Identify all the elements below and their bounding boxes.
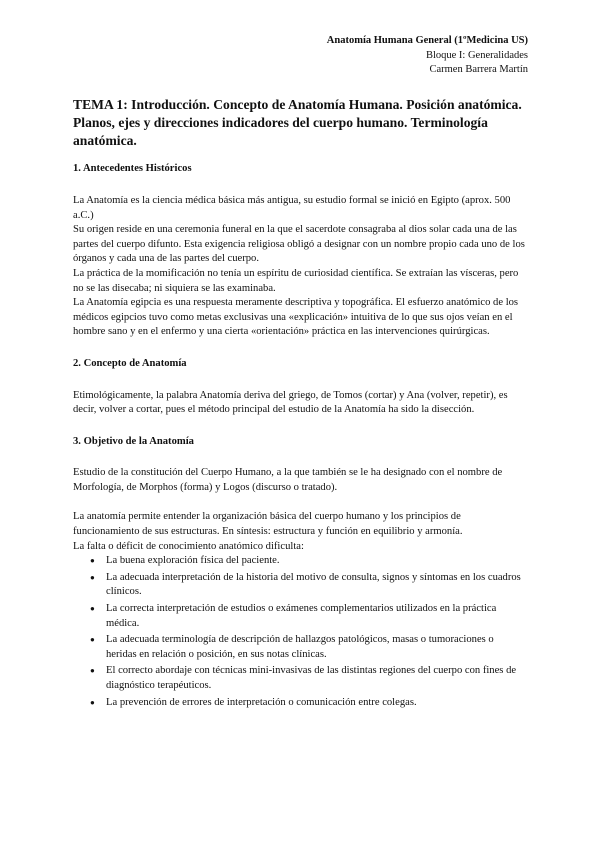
paragraph: Su origen reside en una ceremonia funeral en la que el sacerdote consagraba al dios solar cada una de las partes del cuerpo difunto. Esta exigencia religiosa obligó a designar con un nombre propio cada uno de los órganos y cada una de las partes del cuerpo. — [73, 224, 525, 265]
page-header — [327, 34, 528, 78]
list-item — [73, 696, 525, 711]
paragraph: La práctica de la momificación no tenía un espíritu de curiosidad científica. Se extraían las vísceras, pero no se las disecaba; ni siquiera se las examinaba. — [73, 267, 519, 294]
header-course: Anatomía Humana General (1ºMedicina US) — [326, 35, 528, 46]
list-item-text: El correcto abordaje con técnicas mini-invasivas de las distintas regiones del cuerpo con fines de diagnóstico terapéuticos. — [106, 665, 517, 692]
paragraph: Estudio de la constitución del Cuerpo Humano, a la que también se le ha designado con el nombre de Morfología, de Morphos (forma) y Logos (discurso o tratado). — [73, 467, 503, 493]
paragraph: Etimológicamente, la palabra Anatomía deriva del griego, de Tomos (cortar) y Ana (volver, repetir), es decir, volver a cortar, pues el método principal del estudio de la Anatomía ha sido la disección. — [73, 389, 508, 416]
bullet-icon: ● — [90, 666, 95, 676]
paragraph: La Anatomía es la ciencia médica básica más antigua, su estudio formal se inició en Egipto (aprox. 500 a.C.) — [73, 194, 511, 221]
page-title: TEMA 1: Introducción. Concepto de Anatomía Humana. Posición anatómica. Planos, ejes y direcciones indicadores del cuerpo humano. Terminología anatómica. — [73, 97, 522, 148]
list-item — [73, 554, 525, 569]
list-item-text: La adecuada interpretación de la historia del motivo de consulta, signos y síntomas en los cuadros clínicos. — [106, 571, 521, 598]
list-item — [73, 602, 525, 631]
section-heading-3: 3. Objetivo de la Anatomía — [73, 435, 194, 447]
list-item — [73, 571, 525, 600]
section-heading-2: 2. Concepto de Anatomía — [73, 357, 187, 369]
list-item-text: La adecuada terminología de descripción de hallazgos patológicos, masas o tumoraciones o heridas en relación o posición, en sus notas clínicas. — [106, 634, 494, 660]
bullet-list — [73, 554, 525, 710]
bullet-icon: ● — [90, 604, 95, 614]
list-item — [73, 664, 525, 693]
list-item-text: La buena exploración física del paciente. — [106, 555, 280, 567]
bullet-icon: ● — [90, 556, 95, 566]
bullet-icon: ● — [90, 697, 95, 707]
list-item — [73, 633, 525, 662]
list-item-text: La correcta interpretación de estudios o exámenes complementarios utilizados en la práctica médica. — [106, 603, 497, 629]
header-author: Carmen Barrera Martín — [429, 64, 528, 75]
paragraph: La Anatomía egipcia es una respuesta meramente descriptiva y topográfica. El esfuerzo anatómico de los médicos egipcios tuvo como metas exclusivas una «explicación» intuitiva de lo que sus ojos veían en el hombre sano y en el enfermo y una cierta «orientación» práctica en las intervenciones quirúrgicas. — [73, 297, 519, 338]
header-block: Bloque I: Generalidades — [425, 49, 528, 61]
bullet-icon: ● — [90, 572, 95, 582]
paragraph: La anatomía permite entender la organización básica del cuerpo humano y los principios de funcionamiento de sus estructuras. En síntesis: estructura y función en equilibrio y armonía. — [73, 511, 463, 538]
list-item-text: La prevención de errores de interpretación o comunicación entre colegas. — [106, 696, 417, 708]
paragraph: La falta o déficit de conocimiento anatómico dificulta: — [73, 540, 304, 552]
section-heading-1: 1. Antecedentes Históricos — [73, 163, 192, 175]
bullet-icon: ● — [90, 635, 95, 645]
document-body — [73, 96, 525, 712]
